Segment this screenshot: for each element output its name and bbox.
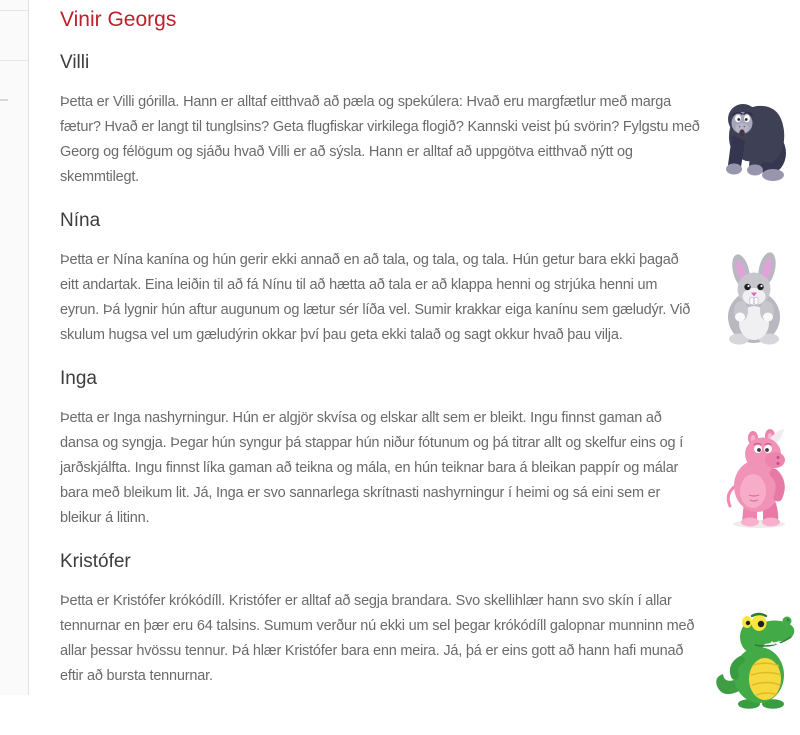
content-area — [60, 0, 700, 689]
section-heading-villi: Villi — [60, 52, 90, 73]
section-text-villi: Þetta er Villi górilla. Hann er alltaf eitthvað að pæla og spekúlera: Hvað eru margfætlur með marga fætur? Hvað er langt til tunglsins? Geta flugfiskar virkilega flogið? Kannski veist þú svörin? Fylgstu með Georg og félögum og sjáðu hvað Villi er að sýsla. Hann er alltaf að uppgötva eitthvað nýtt og skemmtilegt. — [60, 94, 700, 185]
crocodile-image — [711, 608, 797, 709]
section-villi — [60, 52, 700, 190]
section-heading-inga: Inga — [60, 368, 97, 389]
rhino-image — [723, 429, 796, 529]
left-sidebar-edge — [0, 0, 29, 695]
gorilla-image — [716, 95, 790, 185]
section-text-kristofer: Þetta er Kristófer krókódíll. Kristófer er alltaf að segja brandara. Svo skellihlær hann svo skín í allar tennurnar en þær eru 64 talsins. Sumum verður nú ekki um sel þegar krókódíll galopnar munninn með allar þessar hvössu tennur. Þá hlær Kristófer bara enn meira. Já, þá er eins gott að hann hafi munað eftir að bursta tennurnar. — [60, 593, 695, 684]
section-heading-kristofer: Kristófer — [60, 551, 131, 572]
section-inga — [60, 368, 700, 531]
section-nina — [60, 210, 700, 348]
sidebar-divider — [0, 60, 28, 61]
section-heading-nina: Nína — [60, 210, 101, 231]
rabbit-image — [716, 251, 792, 346]
section-text-inga: Þetta er Inga nashyrningur. Hún er algjör skvísa og elskar allt sem er bleikt. Ingu finnst gaman að dansa og syngja. Þegar hún syngur þá stappar hún niður fótunum og þá titrar allt og skelfur eins og í jarðskjálfta. Ingu finnst líka gaman að teikna og mála, en hún teiknar bara á bleikan pappír og málar bara með bleikum lit. Já, Inga er svo sannarlega skrítnasti nashyrningur í heimi og sá eini sem er bleikur á litinn. — [60, 410, 684, 526]
sidebar-divider — [0, 10, 28, 11]
section-text-nina: Þetta er Nína kanína og hún gerir ekki annað en að tala, og tala, og tala. Hún getur bara ekki þagað eitt andartak. Eina leiðin til að fá Nínu til að hætta að tala er að klappa henni og strjúka henni um eyrun. Þá lygnir hún aftur augunum og lætur sér líða vel. Sumir krakkar eiga kanínu sem gæludýr. Við skulum hugsa vel um gæludýrin okkar því þau geta ekki talað og sagt okkur hvað þau vilja. — [60, 252, 691, 343]
page-title: Vinir Georgs — [60, 8, 177, 31]
section-kristofer — [60, 551, 700, 689]
sidebar-dash — [0, 99, 8, 101]
